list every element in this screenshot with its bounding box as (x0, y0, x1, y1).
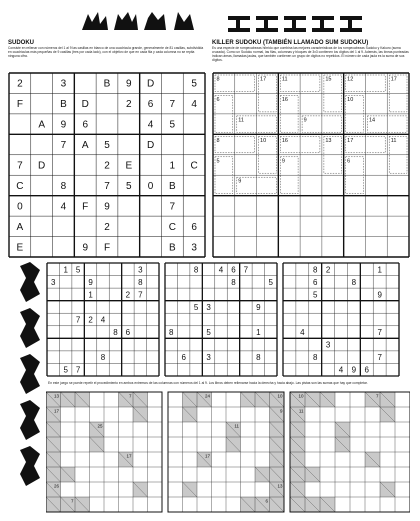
killer-title: KILLER SUDOKU (TAMBIÉN LLAMADO SUM SUDOKU) (212, 40, 369, 46)
small-sudoku-cell-value: 1 (256, 328, 261, 338)
small-sudoku-cell-value: 6 (312, 277, 318, 287)
sudoku-cell-value: D (38, 160, 46, 172)
sudoku-cell-value: 6 (82, 119, 89, 131)
kakuro-clue: 26 (53, 483, 59, 489)
sudoku-cell-value: B (168, 242, 176, 254)
kakuro-clue: 6 (265, 498, 268, 504)
kakuro-description: En este juego se puede repetir el procedimiento en ambos extremos de las columnas con números del 1 al 9. Los libros deben rellenarse hacia la derecha y hacia abajo. Las pistas son las sumas que hay que completar. (48, 381, 368, 385)
killer-cage-clue: 10 (347, 96, 354, 103)
sudoku-cell-value: 4 (191, 99, 197, 111)
sudoku-cell-value: C (16, 180, 24, 192)
sudoku-cell-value: 4 (147, 119, 154, 131)
small-sudoku-cell-value: 9 (351, 365, 357, 375)
sudoku-cell-value: 2 (104, 160, 110, 172)
sudoku-description: Consiste en rellenar con números del 1 al 9 las casillas en blanco de una cuadrícula grande, generalmente de 81 casillas, subdividida en cuadrículas más pequeñas de 9 casillas (tres por cada lado), con el objetivo de que en cada fila y cada columna no se repita ninguna cifra. (8, 46, 204, 58)
sudoku-cell-value: F (103, 242, 111, 254)
kakuro-clue: 13 (53, 393, 59, 399)
kakuro-clue: 13 (277, 483, 283, 489)
sudoku-cell-value: D (81, 99, 89, 111)
small-sudoku-cell-value: 7 (75, 365, 81, 375)
small-sudoku-cell-value: 5 (312, 290, 318, 300)
killer-cage-clue: 8 (216, 137, 220, 144)
small-sudoku-cell-value: 6 (231, 265, 236, 275)
sudoku-cell-value: E (125, 160, 133, 172)
kakuro-clue: 7 (70, 498, 74, 504)
killer-cage-clue: 9 (303, 117, 307, 124)
sudoku-cell-value: 5 (191, 78, 197, 90)
sudoku-cell-value: 4 (60, 201, 67, 213)
small-sudoku-cell-value: 2 (325, 265, 331, 275)
small-sudoku-cell-value: 5 (268, 277, 274, 287)
small-sudoku-cell-value: 9 (88, 277, 93, 287)
title-banner (78, 8, 368, 36)
sudoku-cell-value: B (103, 78, 111, 90)
small-sudoku-cell-value: 1 (377, 265, 382, 275)
small-sudoku-cell-value: 8 (256, 353, 261, 363)
small-sudoku-cell-value: 8 (100, 353, 106, 363)
small-sudoku-1 (46, 262, 160, 377)
sudoku-cell-value: F (82, 201, 89, 213)
killer-cage-clue: 15 (325, 76, 332, 83)
small-sudoku-cell-value: 8 (168, 328, 174, 338)
sudoku-cell-value: 9 (60, 119, 67, 131)
killer-cage-clue: 12 (347, 76, 354, 83)
killer-cage-clue: 6 (347, 158, 351, 165)
small-sudoku-cell-value: 2 (88, 315, 93, 325)
ninja-banner-icon (82, 12, 194, 30)
kakuro-grids (46, 391, 410, 513)
small-sudoku-cell-value: 8 (231, 277, 236, 287)
killer-cage-clue: 9 (281, 158, 285, 165)
kakuro-clue: 17 (53, 408, 59, 414)
sudoku-cell-value: B (60, 99, 67, 111)
sudoku-cell-value: B (168, 180, 176, 192)
kakuro-clue: 11 (234, 423, 239, 429)
sudoku-cell-value: D (146, 140, 155, 152)
small-sudoku-cell-value: 7 (75, 315, 81, 325)
sudoku-cell-value: 0 (17, 201, 23, 213)
small-sudoku-cell-value: 8 (312, 265, 318, 275)
small-sudoku-cell-value: 9 (377, 290, 382, 300)
small-sudoku-3 (282, 262, 400, 377)
killer-cage-clue: 11 (390, 137, 397, 144)
sudoku-cell-value: A (38, 119, 46, 131)
kakuro-clue: 7 (375, 393, 379, 399)
small-sudoku-cell-value: 6 (181, 353, 186, 363)
small-sudoku-cell-value: 8 (113, 328, 118, 338)
small-sudoku-cell-value: 5 (206, 328, 211, 338)
small-sudoku-cell-value: 5 (75, 265, 81, 275)
kakuro-clue: 17 (126, 453, 132, 459)
ninja-side-art-icon (16, 262, 44, 502)
killer-cage-clue: 11 (281, 76, 288, 83)
sudoku-cell-value: C (168, 221, 176, 233)
sudoku-cell-value: 3 (60, 78, 67, 90)
small-sudoku-cell-value: 7 (243, 265, 249, 275)
sudoku-cell-value: 2 (125, 99, 132, 111)
kakuro-clue: 17 (204, 453, 210, 459)
killer-cage-clue: 6 (216, 96, 220, 103)
sudoku-cell-value: A (16, 221, 24, 233)
killer-cage-clue: 13 (325, 137, 332, 144)
killer-cage-clue: 5 (216, 158, 220, 165)
sudoku-cell-value: 5 (125, 180, 132, 192)
small-sudoku-cell-value: 5 (63, 365, 68, 375)
small-sudoku-2 (164, 262, 278, 377)
kanji-title-icon (228, 16, 362, 32)
kakuro-clue: 7 (128, 393, 132, 399)
small-sudoku-cell-value: 7 (377, 328, 382, 338)
small-sudoku-cell-value: 4 (218, 265, 224, 275)
small-sudoku-cell-value: 4 (300, 328, 305, 338)
small-sudoku-cell-value: 4 (100, 315, 106, 325)
sudoku-cell-value: D (146, 78, 155, 90)
killer-cage-clue: 17 (260, 76, 267, 83)
small-sudoku-cell-value: 4 (338, 365, 344, 375)
small-sudoku-cell-value: 8 (312, 353, 318, 363)
small-sudoku-cell-value: 3 (50, 277, 56, 287)
kakuro-clue: 10 (277, 393, 283, 399)
sudoku-cell-value: E (16, 242, 24, 254)
small-sudoku-cell-value: 8 (138, 277, 143, 287)
kakuro-clue: 9 (279, 408, 283, 414)
sudoku-cell-value: 9 (82, 242, 89, 254)
kakuro-clue: 25 (97, 423, 103, 429)
small-sudoku-cell-value: 2 (125, 290, 131, 300)
sudoku-grid (8, 72, 208, 258)
small-sudoku-cell-value: 3 (325, 340, 331, 350)
killer-cage-clue: 9 (238, 178, 242, 185)
sudoku-cell-value: 7 (17, 160, 23, 172)
small-sudoku-cell-value: 9 (256, 302, 261, 312)
small-sudoku-cell-value: 5 (193, 302, 199, 312)
sudoku-cell-value: 1 (169, 160, 176, 172)
sudoku-cell-value: 7 (104, 180, 110, 192)
sudoku-cell-value: 2 (17, 78, 23, 90)
small-sudoku-cell-value: 1 (63, 265, 68, 275)
killer-cage-clue: 8 (216, 76, 220, 83)
small-sudoku-cell-value: 6 (364, 365, 370, 375)
sudoku-cell-value: C (190, 160, 198, 172)
killer-cage-clue: 16 (281, 137, 288, 144)
killer-description: Es una especie de rompecabezas híbrido que combina las mejores características de los rompecabezas Sudoku y Kakuro (suma cruzada). Como un Sudoku normal, las filas, columnas y bloques de 3x3 contienen los dígitos del 1 al 9. Además, las líneas punteadas indican áreas, llamadas jaulas, que también contienen un grupo de dígitos no repetidos. El número de cada jaula es la suma de sus dígitos. (212, 46, 409, 62)
small-sudoku-cell-value: 1 (88, 290, 93, 300)
killer-cage-clue: 17 (347, 137, 354, 144)
sudoku-cell-value: 7 (169, 201, 176, 213)
sudoku-cell-value: 5 (169, 119, 176, 131)
sudoku-cell-value: 7 (169, 99, 176, 111)
sudoku-title: SUDOKU (8, 40, 35, 46)
killer-cage-clue: 16 (281, 96, 288, 103)
sudoku-cell-value: 2 (104, 221, 110, 233)
sudoku-cell-value: 9 (104, 201, 110, 213)
killer-cage-clue: 17 (390, 76, 397, 83)
sudoku-cell-value: 9 (125, 78, 132, 90)
small-sudoku-cell-value: 3 (138, 265, 143, 275)
sudoku-cell-value: F (16, 99, 23, 111)
small-sudoku-cell-value: 6 (125, 328, 131, 338)
sudoku-cell-value: 0 (147, 180, 154, 192)
killer-sudoku-grid (212, 72, 410, 258)
killer-cage-clue: 11 (238, 117, 244, 124)
small-sudoku-cell-value: 8 (193, 265, 199, 275)
kakuro-clue: 10 (298, 393, 304, 399)
kakuro-clue: 11 (298, 408, 304, 414)
sudoku-cell-value: 3 (191, 242, 197, 254)
small-sudoku-cell-value: 3 (206, 302, 211, 312)
kakuro-clue: 24 (204, 393, 210, 399)
small-sudoku-cell-value: 3 (206, 353, 211, 363)
sudoku-cell-value: 6 (147, 99, 154, 111)
small-sudoku-cell-value: 7 (377, 353, 382, 363)
sudoku-cell-value: 8 (60, 180, 67, 192)
small-sudoku-cell-value: 8 (351, 277, 357, 287)
killer-cage-clue: 10 (260, 137, 267, 144)
sudoku-cell-value: 6 (191, 221, 197, 233)
sudoku-cell-value: 5 (104, 140, 110, 152)
killer-cage-clue: 14 (368, 117, 376, 124)
sudoku-cell-value: 7 (60, 140, 67, 152)
sudoku-cell-value: A (81, 140, 89, 152)
small-sudoku-cell-value: 7 (138, 290, 143, 300)
